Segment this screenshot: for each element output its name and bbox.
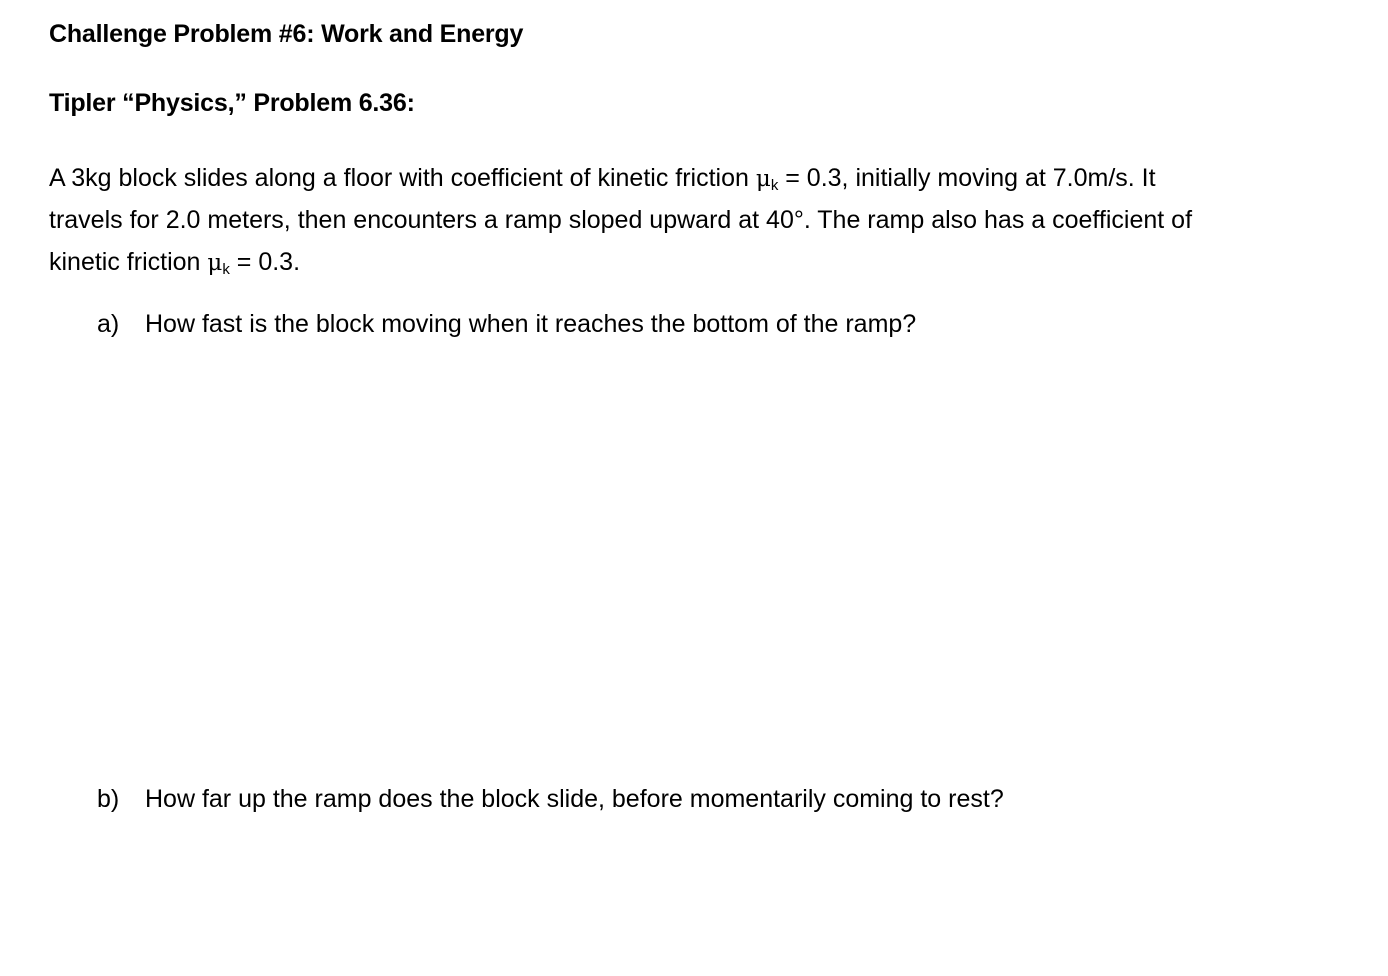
problem-line-3 [49,241,1339,283]
question-b-label: b) [97,785,120,813]
mu-symbol-2: μ [207,250,223,276]
problem-line-1-end: = 0.3, initially moving at 7.0m/s. It [778,164,1156,192]
problem-line-1-start: A 3kg block slides along a floor with coefficient of kinetic friction [49,164,756,192]
question-b [97,785,1004,814]
question-a-label: a) [97,310,120,338]
problem-line-3-start: kinetic friction [49,248,208,276]
question-b-text: How far up the ramp does the block slide, before momentarily coming to rest? [145,785,1004,813]
mu-symbol: μ [755,166,771,192]
problem-reference: Tipler “Physics,” Problem 6.36: [49,89,415,117]
mu-subscript-2: k [222,261,230,278]
problem-statement [49,157,1339,283]
mu-subscript: k [770,177,779,194]
problem-line-1 [49,157,1339,199]
problem-line-3-end: = 0.3. [229,248,301,276]
question-a [97,310,916,339]
question-a-text: How fast is the block moving when it reaches the bottom of the ramp? [145,310,917,338]
page-title: Challenge Problem #6: Work and Energy [49,20,524,48]
problem-line-2: travels for 2.0 meters, then encounters a ramp sloped upward at 40°. The ramp also has a coefficient of [49,206,1193,234]
